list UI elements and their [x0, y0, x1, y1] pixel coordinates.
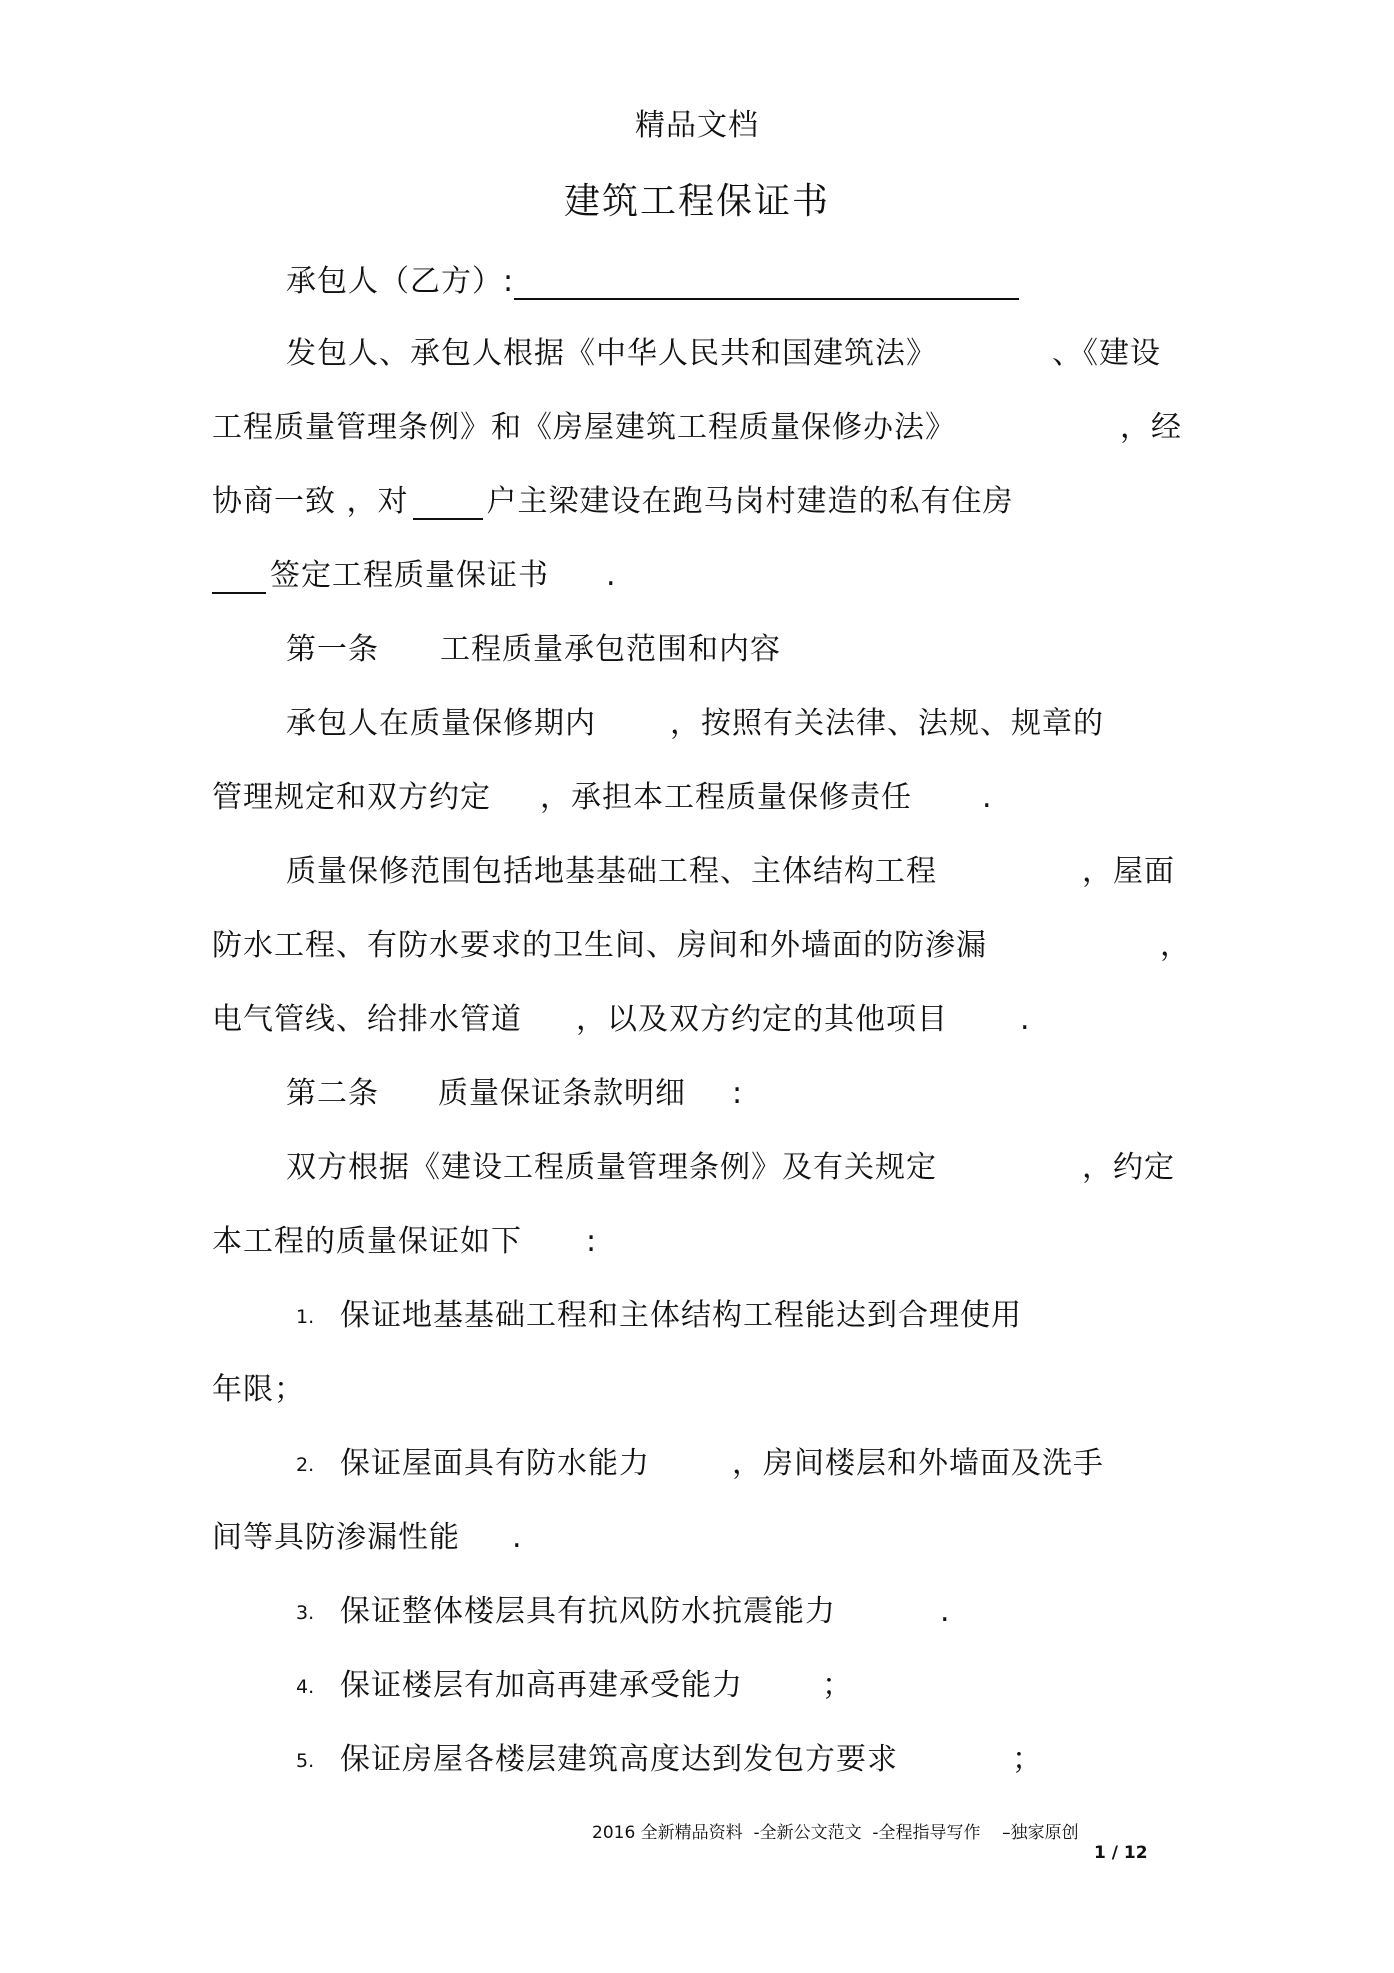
- document-title: 建筑工程保证书: [563, 181, 830, 222]
- p1-line4: [212, 558, 549, 594]
- p1-line2: 工程质量管理条例》和《房屋建筑工程质量保修办法》: [212, 410, 956, 445]
- p1-line3: [212, 484, 1014, 520]
- p4-line2-colon: :: [586, 1224, 598, 1259]
- item1-text: 保证地基基础工程和主体结构工程能达到合理使用: [340, 1298, 1022, 1333]
- p4-line2: 本工程的质量保证如下: [212, 1224, 522, 1259]
- p4-line1-end: ，约定: [1082, 1150, 1175, 1185]
- contractor-line: [286, 264, 1019, 300]
- article1-heading: 工程质量承包范围和内容: [440, 632, 781, 667]
- article2-number: 第二条: [286, 1076, 379, 1111]
- p4-line1: 双方根据《建设工程质量管理条例》及有关规定: [286, 1150, 937, 1185]
- item1-number: 1.: [296, 1306, 315, 1328]
- item2-text-rest: ，房间楼层和外墙面及洗手: [732, 1446, 1104, 1481]
- article2-colon: :: [732, 1076, 744, 1111]
- household-blank: [413, 488, 483, 520]
- p1-line2-end: ，经: [1120, 410, 1182, 445]
- item2-period: .: [512, 1520, 523, 1555]
- item4-number: 4.: [296, 1676, 315, 1698]
- p2-line1: 承包人在质量保修期内: [286, 706, 596, 741]
- contractor-blank: [514, 268, 1019, 300]
- item2-text: 保证屋面具有防水能力: [340, 1446, 650, 1481]
- p1-line1-end: 、《建设: [1052, 336, 1161, 371]
- p1-line3-start: 协商一致 ，对: [212, 484, 409, 519]
- item4-end: ；: [822, 1668, 853, 1703]
- p3-line1: 质量保修范围包括地基基础工程、主体结构工程: [286, 854, 937, 889]
- item5-end: ；: [1012, 1742, 1043, 1777]
- footer-text: 2016 全新精品资料 -全新公文范文 -全程指导写作 –独家原创: [592, 1823, 1079, 1843]
- article2-heading: 质量保证条款明细: [438, 1076, 686, 1111]
- article1-number: 第一条: [286, 632, 379, 667]
- p3-line2: 防水工程、有防水要求的卫生间、房间和外墙面的防渗漏: [212, 928, 987, 963]
- p1-line4-text: 签定工程质量保证书: [270, 558, 549, 593]
- p1-line3-rest: 户主梁建设在跑马岗村建造的私有住房: [486, 484, 1014, 519]
- p3-line1-end: ，屋面: [1082, 854, 1175, 889]
- item2-continuation: 间等具防渗漏性能: [212, 1520, 460, 1555]
- item5-number: 5.: [296, 1750, 315, 1772]
- p3-line3-rest: ，以及双方约定的其他项目: [576, 1002, 948, 1037]
- p2-line2: 管理规定和双方约定: [212, 780, 491, 815]
- p1-line4-period: .: [606, 558, 617, 593]
- p3-line2-end: ，: [1160, 928, 1191, 963]
- item5-text: 保证房屋各楼层建筑高度达到发包方要求: [340, 1742, 898, 1777]
- item1-continuation: 年限；: [212, 1372, 305, 1407]
- p2-line1-rest: ，按照有关法律、法规、规章的: [670, 706, 1104, 741]
- page-header: 精品文档: [635, 108, 759, 143]
- item3-text: 保证整体楼层具有抗风防水抗震能力: [340, 1594, 836, 1629]
- p2-line2-rest: ，承担本工程质量保修责任: [540, 780, 912, 815]
- item2-number: 2.: [296, 1454, 315, 1476]
- house-blank: [212, 562, 266, 594]
- p1-line1: 发包人、承包人根据《中华人民共和国建筑法》: [286, 336, 937, 371]
- item3-period: .: [940, 1594, 951, 1629]
- p2-line2-period: .: [982, 780, 993, 815]
- p3-line3: 电气管线、给排水管道: [212, 1002, 522, 1037]
- page-number: 1 / 12: [1094, 1843, 1148, 1863]
- item4-text: 保证楼层有加高再建承受能力: [340, 1668, 743, 1703]
- contractor-label: 承包人（乙方）:: [286, 264, 515, 299]
- item3-number: 3.: [296, 1602, 315, 1624]
- p3-line3-period: .: [1020, 1002, 1031, 1037]
